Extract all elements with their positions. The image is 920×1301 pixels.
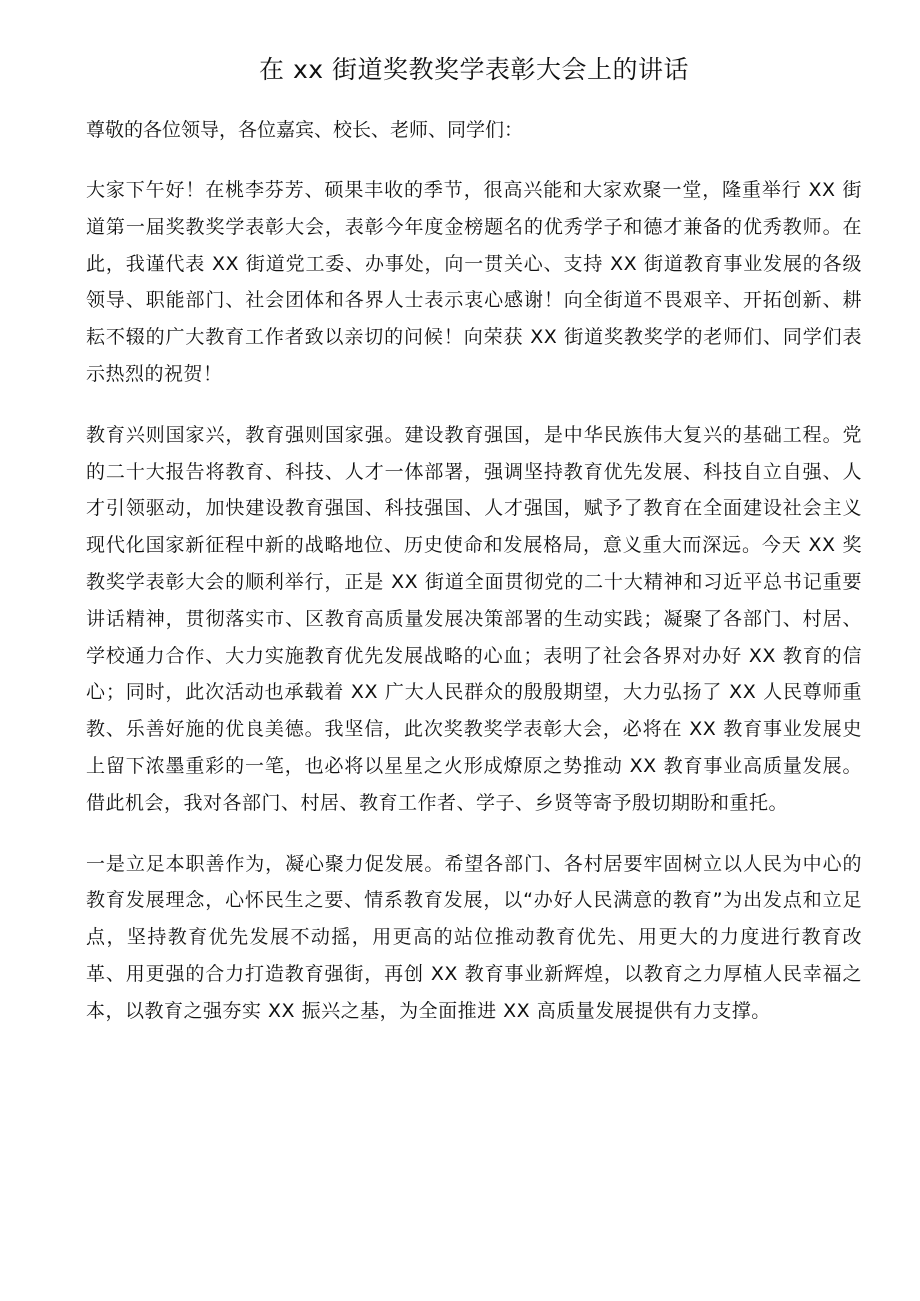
paragraph-greeting: 大家下午好！在桃李芬芳、硕果丰收的季节，很高兴能和大家欢聚一堂，隆重举行 XX 街道第一届奖教奖学表彰大会，表彰今年度金榜题名的优秀学子和德才兼备的优秀教师。在此，我谨代表 XX 街道党工委、办事处，向一贯关心、支持 XX 街道教育事业发展的各级领导、职能部门、社会团体和各界人士表示衷心感谢！向全街道不畏艰辛、开拓创新、耕耘不辍的广大教育工作者致以亲切的问候！向荣获 XX 街道奖教奖学的老师们、同学们表示热烈的祝贺！ (86, 179, 862, 385)
salutation: 尊敬的各位领导，各位嘉宾、校长、老师、同学们： (86, 119, 524, 141)
paragraph-education-significance: 教育兴则国家兴，教育强则国家强。建设教育强国，是中华民族伟大复兴的基础工程。党的二十大报告将教育、科技、人才一体部署，强调坚持教育优先发展、科技自立自强、人才引领驱动，加快建设教育强国、科技强国、人才强国，赋予了教育在全面建设社会主义现代化国家新征程中新的战略地位、历史使命和发展格局，意义重大而深远。今天 XX 奖教奖学表彰大会的顺利举行，正是 XX 街道全面贯彻党的二十大精神和习近平总书记重要讲话精神，贯彻落实市、区教育高质量发展决策部署的生动实践；凝聚了各部门、村居、学校通力合作、大力实施教育优先发展战略的心血；表明了社会各界对办好 XX 教育的信心；同时，此次活动也承载着 XX 广大人民群众的殷殷期望，大力弘扬了 XX 人民尊师重教、乐善好施的优良美德。我坚信，此次奖教奖学表彰大会，必将在 XX 教育事业发展史上留下浓墨重彩的一笔，也必将以星星之火形成燎原之势推动 XX 教育事业高质量发展。借此机会，我对各部门、村居、教育工作者、学子、乡贤等寄予殷切期盼和重托。 (86, 423, 862, 814)
paragraph-point-one: 一是立足本职善作为，凝心聚力促发展。希望各部门、各村居要牢固树立以人民为中心的教育发展理念，心怀民生之要、情系教育发展，以“办好人民满意的教育”为出发点和立足点，坚持教育优先发展不动摇，用更高的站位推动教育优先、用更大的力度进行教育改革、用更强的合力打造教育强街，再创 XX 教育事业新辉煌，以教育之力厚植人民幸福之本，以教育之强夯实 XX 振兴之基，为全面推进 XX 高质量发展提供有力支撑。 (86, 852, 862, 1022)
document-title: 在 xx 街道奖教奖学表彰大会上的讲话 (259, 55, 689, 84)
